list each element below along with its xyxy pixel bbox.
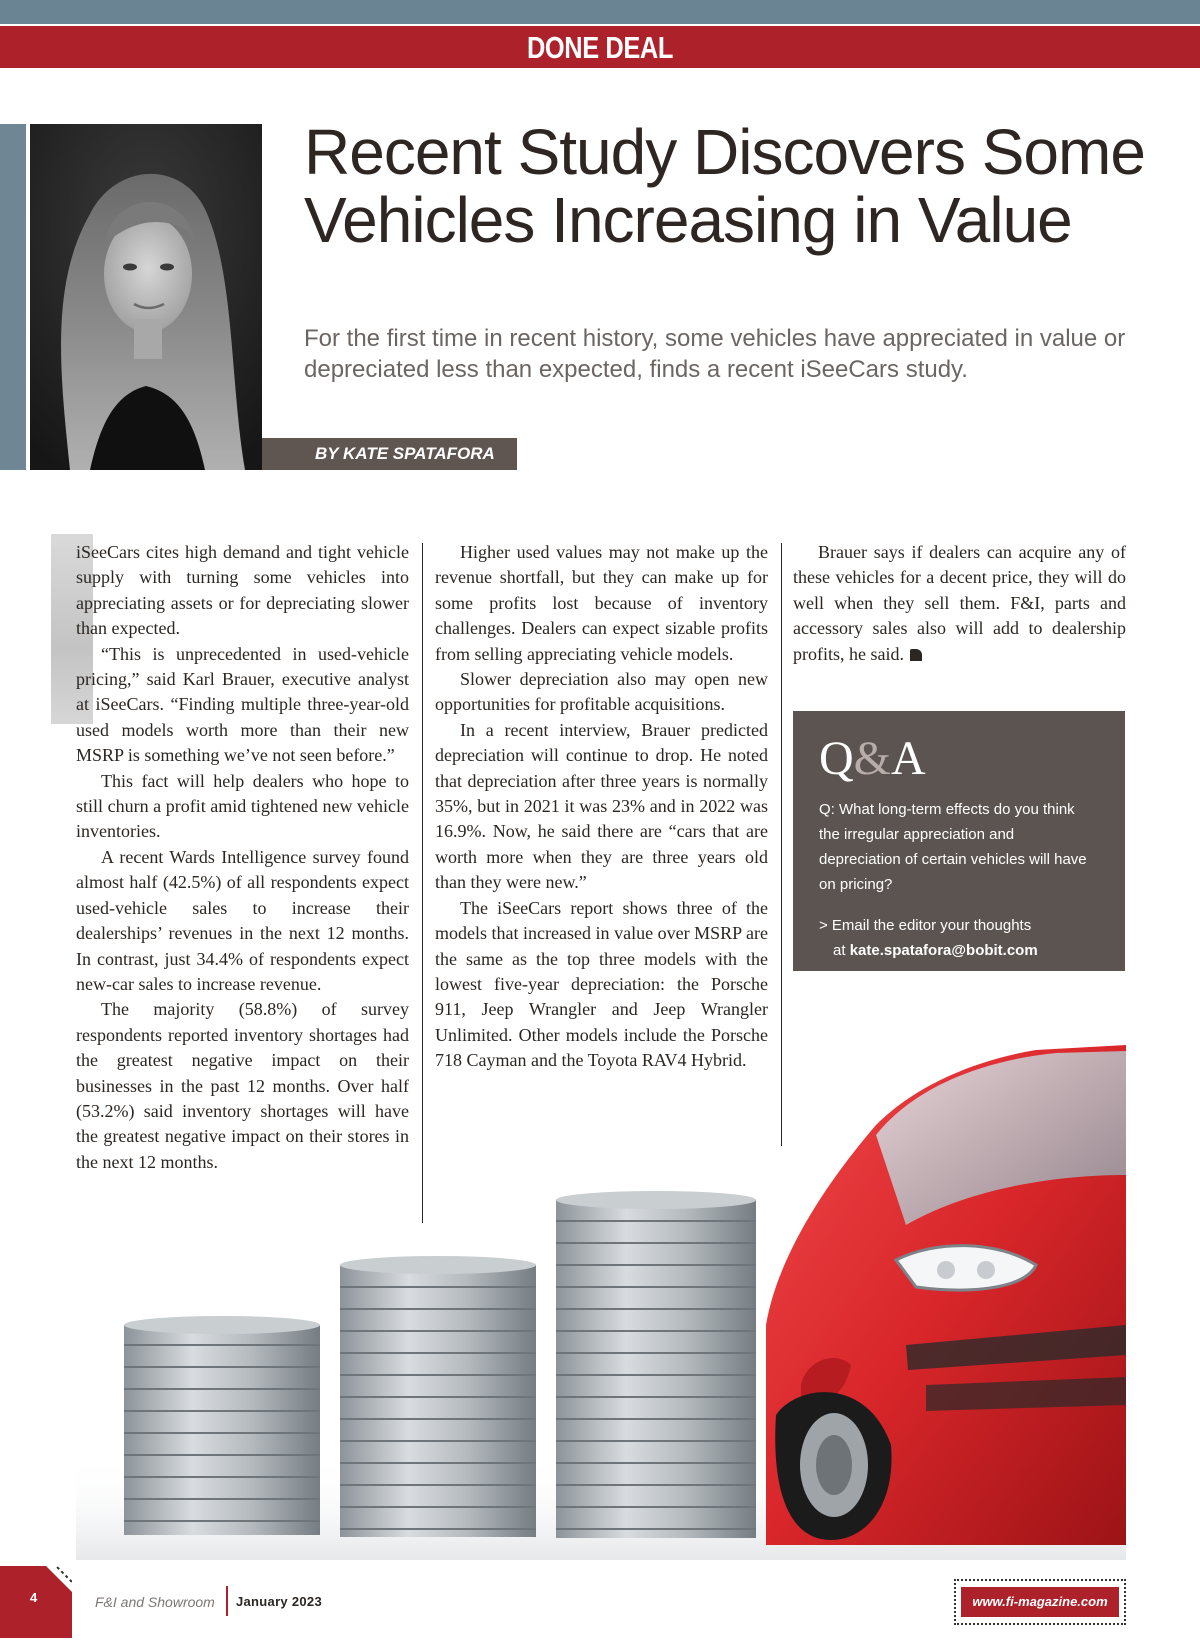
- article-deck: For the first time in recent history, some vehicles have appreciated in value or depreciated less than expected, finds a recent iSeeCars study.: [304, 325, 1126, 383]
- paragraph-text: Brauer says if dealers can acquire any of these vehicles for a decent price, they will do well when they sell them. F&I, parts and accessory sales also will add to dealership profits, he said.: [793, 542, 1126, 664]
- qa-heading-q: Q: [819, 732, 854, 785]
- article-title: Recent Study Discovers Some Vehicles Increasing in Value: [304, 116, 1145, 256]
- coin-stack-short: [124, 1316, 320, 1535]
- text-column-3: [793, 540, 1126, 667]
- paragraph: Higher used values may not make up the revenue shortfall, but they can make up for some profits lost because of inventory challenges. Dealers can expect sizable profits from selling appreciating vehicle models.: [435, 542, 768, 664]
- paragraph: A recent Wards Intelligence survey found almost half (42.5%) of all respondents expect used-vehicle sales to increase their dealerships’ revenues in the next 12 months. In contrast, just 34.4% of respondents expect new-car sales to increase revenue.: [76, 846, 409, 994]
- page-number: 4: [30, 1590, 38, 1605]
- email-at-text: at: [833, 942, 850, 959]
- qa-box: [793, 711, 1125, 971]
- paragraph: The majority (58.8%) of survey respondents reported inventory shortages had the greatest negative impact on their businesses in the past 12 months. Over half (53.2%) said inventory shortages will have the greatest negative impact on their stores in the next 12 months.: [76, 999, 409, 1172]
- section-header-bar: [0, 26, 1200, 68]
- coins-and-car-illustration: [76, 1025, 1126, 1560]
- qa-heading-amp: &: [853, 732, 892, 785]
- top-color-band: [0, 0, 1200, 24]
- email-prompt-text: > Email the editor your thoughts: [819, 917, 1032, 934]
- red-car: [766, 1045, 1126, 1545]
- issue-date: January 2023: [236, 1594, 322, 1609]
- website-link[interactable]: www.fi-magazine.com: [961, 1587, 1119, 1617]
- page-number-tab: [0, 1566, 72, 1638]
- coin-stack-tall: [556, 1191, 756, 1538]
- publication-name: F&I and Showroom: [95, 1594, 215, 1610]
- qa-email-prompt: [819, 913, 1099, 963]
- email-line: [819, 938, 1099, 963]
- end-of-article-icon: [910, 649, 922, 661]
- text-column-2: [435, 540, 768, 1074]
- paragraph: This fact will help dealers who hope to still churn a profit amid tightened new vehicle inventories.: [76, 770, 409, 842]
- paragraph: In a recent interview, Brauer predicted depreciation will continue to drop. He noted that depreciation after three years is normally 35%, but in 2021 it was 23% and in 2022 was 16.9%. Now, he said there are “cars that are worth more when they are three years old than they were new.”: [435, 719, 768, 893]
- paragraph: [793, 540, 1126, 667]
- footer-separator: [226, 1586, 228, 1616]
- left-accent-stripe: [0, 124, 26, 470]
- paragraph: Slower depreciation also may open new opportunities for profitable acquisitions.: [435, 669, 768, 715]
- section-label: DONE DEAL: [526, 30, 674, 65]
- byline: BY KATE SPATAFORA: [262, 438, 517, 470]
- editor-email-link[interactable]: kate.spatafora@bobit.com: [849, 942, 1038, 959]
- paragraph: The iSeeCars report shows three of the models that increased in value over MSRP are the same as the top three models with the lowest five-year depreciation: the Porsche 911, Jeep Wrangler and Jeep Wrangler Unlimited. Other models include the Porsche 718 Cayman and the Toyota RAV4 Hybrid.: [435, 897, 768, 1071]
- paragraph: iSeeCars cites high demand and tight vehicle supply with turning some vehicles into appreciating assets or for depreciating slower than expected.: [76, 542, 409, 639]
- coin-stack-medium: [340, 1256, 536, 1537]
- qa-heading-a: A: [891, 732, 926, 785]
- author-photo: [30, 124, 262, 470]
- qa-question: Q: What long-term effects do you think the irregular appreciation and depreciation of certain vehicles will have on pricing?: [819, 801, 1087, 893]
- qa-heading: [819, 731, 1099, 787]
- coins-and-car-svg: [76, 1025, 1126, 1560]
- paragraph: “This is unprecedented in used-vehicle pricing,” said Karl Brauer, executive analyst at iSeeCars. “Finding multiple three-year-old used models worth more than their new MSRP is something we’ve not seen before.”: [76, 643, 409, 766]
- author-portrait-illustration: [30, 124, 262, 470]
